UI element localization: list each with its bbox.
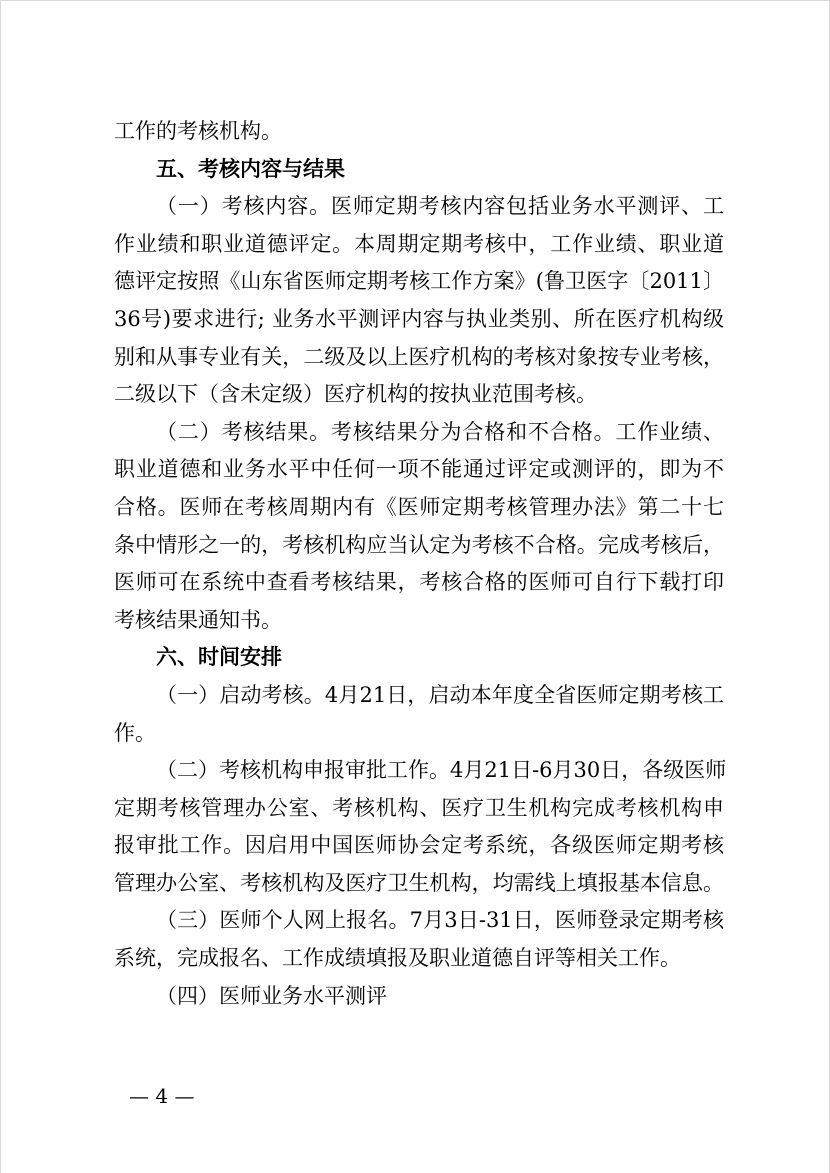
text-line: 作业绩和职业道德评定。本周期定期考核中，工作业绩、职业道	[114, 231, 724, 256]
text-line: 作。	[114, 720, 156, 745]
text-line: 报审批工作。因启用中国医师协会定考系统，各级医师定期考核	[114, 833, 724, 858]
section-heading: 五、考核内容与结果	[156, 156, 345, 181]
document-body	[114, 113, 727, 1015]
text-line: 系统，完成报名、工作成绩填报及职业道德自评等相关工作。	[114, 946, 681, 971]
text-line: 职业道德和业务水平中任何一项不能通过评定或测评的，即为不	[114, 457, 724, 482]
text-line: （一）启动考核。4月21日，启动本年度全省医师定期考核工	[156, 682, 724, 707]
text-line: 德评定按照《山东省医师定期考核工作方案》(鲁卫医字〔2011〕	[114, 269, 724, 294]
text-line: （二）考核结果。考核结果分为合格和不合格。工作业绩、	[156, 419, 724, 444]
text-line: （三）医师个人网上报名。7月3日-31日，医师登录定期考核	[156, 908, 724, 933]
text-line: 医师可在系统中查看考核结果，考核合格的医师可自行下载打印	[114, 570, 724, 595]
text-line: 管理办公室、考核机构及医疗卫生机构，均需线上填报基本信息。	[114, 870, 724, 895]
text-line: 别和从事专业有关，二级及以上医疗机构的考核对象按专业考核，	[114, 344, 724, 369]
text-line: （一）考核内容。医师定期考核内容包括业务水平测评、工	[156, 194, 724, 219]
text-line: 合格。医师在考核周期内有《医师定期考核管理办法》第二十七	[114, 494, 724, 519]
text-line: 定期考核管理办公室、考核机构、医疗卫生机构完成考核机构申	[114, 795, 724, 820]
page-number: — 4 —	[129, 1084, 195, 1108]
text-line: 36号)要求进行; 业务水平测评内容与执业类别、所在医疗机构级	[114, 306, 724, 331]
text-line: 条中情形之一的，考核机构应当认定为考核不合格。完成考核后，	[114, 532, 724, 557]
text-line: 二级以下（含未定级）医疗机构的按执业范围考核。	[114, 382, 597, 407]
text-line: （四）医师业务水平测评	[156, 983, 387, 1008]
text-line: 工作的考核机构。	[114, 119, 282, 143]
text-line: 考核结果通知书。	[114, 607, 282, 632]
section-heading: 六、时间安排	[156, 645, 282, 670]
text-line: （二）考核机构申报审批工作。4月21日-6月30日，各级医师	[156, 758, 727, 783]
